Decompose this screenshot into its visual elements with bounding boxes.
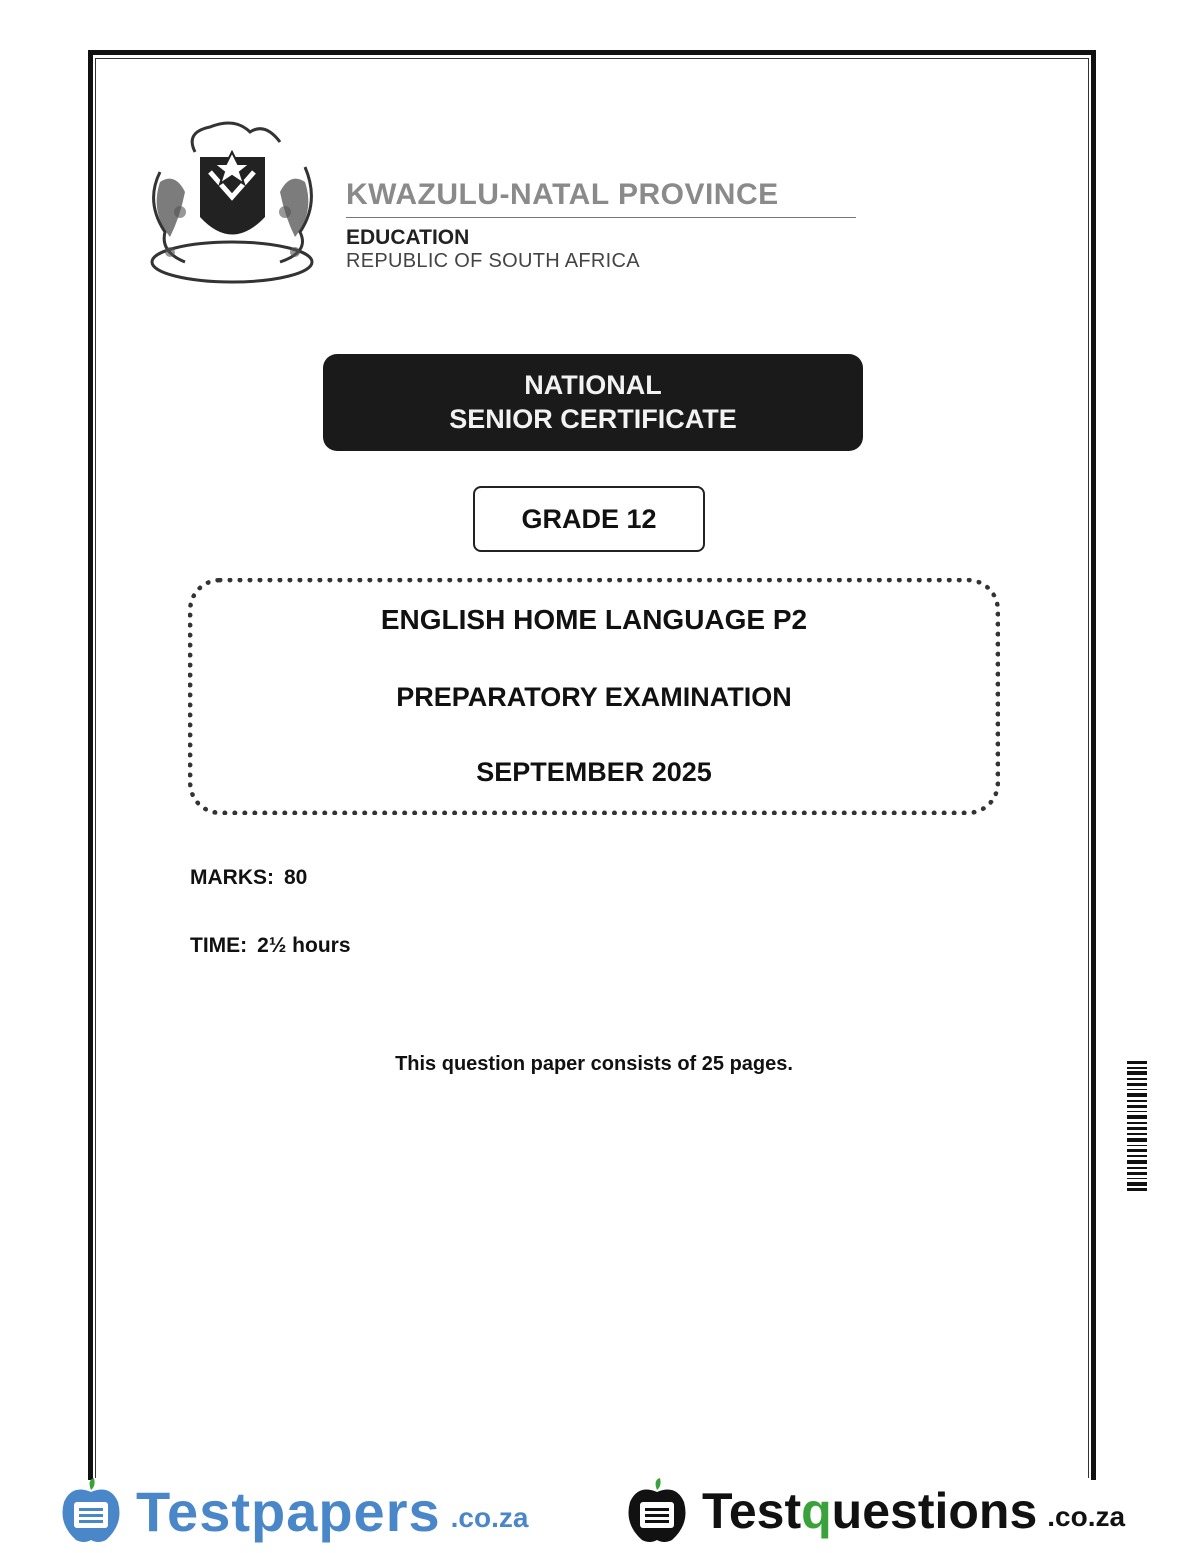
time-label: TIME: [190,934,248,957]
certificate-banner [323,354,863,451]
province-title: KWAZULU-NATAL PROVINCE [346,178,779,211]
testquestions-brand-q: q [801,1483,832,1539]
exam-subject: ENGLISH HOME LANGUAGE P2 [380,604,808,635]
coat-of-arms-icon [140,112,325,290]
testquestions-logo[interactable] [626,1475,1125,1547]
barcode-icon [1127,1061,1147,1191]
marks-label: MARKS: [190,866,274,889]
testpapers-logo[interactable] [60,1475,528,1547]
marks-row [190,866,307,890]
testquestions-brand [702,1482,1037,1540]
marks-value: 80 [284,866,308,889]
testquestions-tld: .co.za [1047,1501,1126,1532]
testpapers-tld: .co.za [450,1502,529,1533]
time-value: 2½ hours [257,934,351,957]
department-name: EDUCATION [346,226,470,249]
certificate-line-1: NATIONAL [524,370,662,400]
apple-book-icon [60,1478,122,1544]
time-row [190,934,351,958]
pages-note: This question paper consists of 25 pages. [395,1053,793,1075]
header-divider [346,217,856,218]
apple-book-icon [626,1478,688,1544]
testpapers-brand: Testpapers [136,1479,441,1543]
testquestions-brand-a: Test [702,1483,802,1539]
grade-box: GRADE 12 [473,486,705,552]
exam-session: SEPTEMBER 2025 [476,757,712,787]
exam-type: PREPARATORY EXAMINATION [396,682,792,712]
certificate-line-2: SENIOR CERTIFICATE [449,404,737,434]
testquestions-brand-b: uestions [831,1483,1038,1539]
country-name: REPUBLIC OF SOUTH AFRICA [346,250,640,272]
